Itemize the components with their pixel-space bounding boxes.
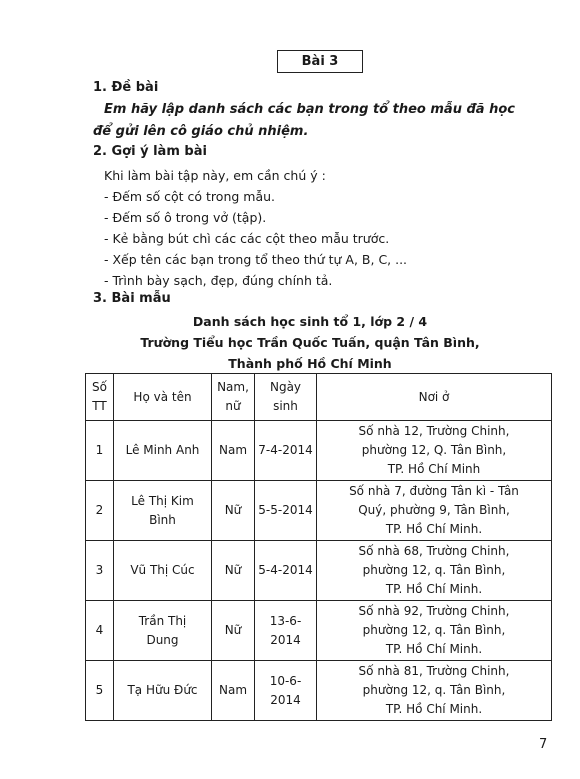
table-row: [86, 601, 552, 661]
table-caption-line2: Trường Tiểu học Trần Quốc Tuấn, quận Tân Bình,: [140, 335, 480, 350]
tip-item: - Xếp tên các bạn trong tổ theo thứ tự A, B, C, ...: [104, 252, 408, 267]
table-caption-line3: Thành phố Hồ Chí Minh: [228, 356, 392, 371]
table-caption-line1: Danh sách học sinh tổ 1, lớp 2 / 4: [192, 314, 428, 329]
tip-item: - Kẻ bằng bút chì các các cột theo mẫu trước.: [104, 231, 390, 246]
table-row: [86, 541, 552, 601]
cell-no: 1: [86, 421, 114, 481]
cell-dob: 5-5-2014: [255, 481, 317, 541]
page-number: 7: [539, 737, 548, 752]
section1-text-line1: Em hãy lập danh sách các bạn trong tổ theo mẫu đã học: [104, 102, 515, 117]
cell-gender: Nữ: [212, 541, 255, 601]
header-address: Nơi ở: [317, 374, 552, 421]
student-list-table: [85, 373, 552, 721]
cell-dob: 13-6-2014: [255, 601, 317, 661]
cell-address: Số nhà 68, Trường Chinh, phường 12, q. Tân Bình, TP. Hồ Chí Minh.: [317, 541, 552, 601]
cell-gender: Nữ: [212, 481, 255, 541]
section1-text: [93, 99, 544, 143]
table-row: [86, 661, 552, 721]
table-header-row: [86, 374, 552, 421]
cell-name: Tạ Hữu Đức: [114, 661, 212, 721]
section2-tips: [104, 165, 407, 291]
cell-gender: Nam: [212, 421, 255, 481]
header-gender: Nam, nữ: [212, 374, 255, 421]
cell-address: Số nhà 81, Trường Chinh, phường 12, q. Tân Bình, TP. Hồ Chí Minh.: [317, 661, 552, 721]
cell-name: Lê Thị Kim Bình: [114, 481, 212, 541]
header-dob: Ngày sinh: [255, 374, 317, 421]
cell-dob: 10-6-2014: [255, 661, 317, 721]
cell-address: Số nhà 92, Trường Chinh, phường 12, q. Tân Bình, TP. Hồ Chí Minh.: [317, 601, 552, 661]
section1-heading: 1. Đề bài: [93, 80, 159, 95]
table-row: [86, 481, 552, 541]
cell-no: 5: [86, 661, 114, 721]
tip-item: - Đếm số cột có trong mẫu.: [104, 189, 276, 204]
header-name: Họ và tên: [114, 374, 212, 421]
cell-address: Số nhà 7, đường Tân kì - Tân Quý, phường 9, Tân Bình, TP. Hồ Chí Minh.: [317, 481, 552, 541]
section1-text-line2: để gửi lên cô giáo chủ nhiệm.: [93, 124, 309, 139]
tip-item: - Trình bày sạch, đẹp, đúng chính tả.: [104, 273, 333, 288]
header-no: Số TT: [86, 374, 114, 421]
section3-heading: 3. Bài mẫu: [93, 291, 171, 306]
cell-gender: Nữ: [212, 601, 255, 661]
cell-name: Vũ Thị Cúc: [114, 541, 212, 601]
cell-address: Số nhà 12, Trường Chinh, phường 12, Q. Tân Bình, TP. Hồ Chí Minh: [317, 421, 552, 481]
cell-no: 3: [86, 541, 114, 601]
cell-no: 2: [86, 481, 114, 541]
cell-gender: Nam: [212, 661, 255, 721]
cell-dob: 5-4-2014: [255, 541, 317, 601]
table-row: [86, 421, 552, 481]
cell-name: Trần Thị Dung: [114, 601, 212, 661]
lesson-title: Bài 3: [277, 50, 363, 73]
cell-name: Lê Minh Anh: [114, 421, 212, 481]
section2-heading: 2. Gợi ý làm bài: [93, 144, 207, 159]
cell-dob: 7-4-2014: [255, 421, 317, 481]
tip-item: - Đếm số ô trong vở (tập).: [104, 210, 267, 225]
tips-intro: Khi làm bài tập này, em cần chú ý :: [104, 168, 326, 183]
cell-no: 4: [86, 601, 114, 661]
